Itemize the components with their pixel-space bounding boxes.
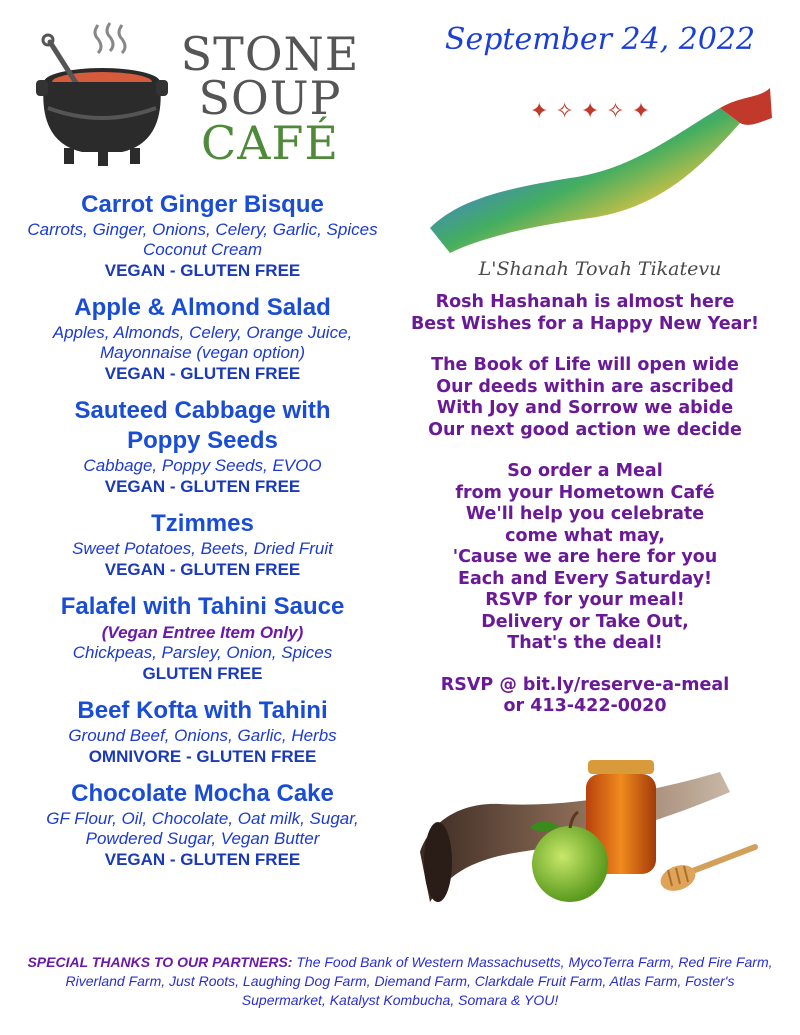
logo-line-1: STONE [180,27,360,81]
dish-tag: VEGAN - GLUTEN FREE [104,850,301,869]
dish-name: Chocolate Mocha Cake [71,780,334,807]
partners-footer [25,953,775,1010]
dish-tag: GLUTEN FREE [142,664,263,683]
shofar-banner-image [420,78,780,283]
dish-name: Beef Kofta with Tahini [77,697,328,724]
dish-tag: VEGAN - GLUTEN FREE [104,364,301,383]
message-line: come what may, [505,525,665,546]
rsvp-link-line[interactable]: RSVP @ bit.ly/reserve-a-meal [440,674,730,695]
menu-item [10,779,395,871]
menu-item [10,190,395,282]
holiday-message [375,292,795,718]
dish-note: (Vegan Entree Item Only) [101,623,304,642]
dish-description: Cabbage, Poppy Seeds, EVOO [83,456,322,475]
dish-description: Apples, Almonds, Celery, Orange Juice, Mayonnaise (vegan option) [52,323,353,362]
message-line: 'Cause we are here for you [452,547,718,567]
logo-line-3: CAFÉ [201,116,339,170]
cafe-logo-text [170,27,370,170]
soup-pot-logo-icon [30,20,170,170]
message-line: Each and Every Saturday! [458,568,712,589]
rsvp-phone-line: or 413-422-0020 [503,696,667,716]
menu-item [10,509,395,581]
logo-line-2: SOUP [198,71,342,125]
hebrew-letters-decoration: ✦ ✧ ✦ ✧ ✦ [530,99,651,124]
dish-tag: VEGAN - GLUTEN FREE [104,477,301,496]
message-line: Delivery or Take Out, [481,611,689,632]
dish-name: Carrot Ginger Bisque [81,191,324,218]
message-line: Best Wishes for a Happy New Year! [410,313,760,334]
banner-caption: L'Shanah Tovah Tikatevu [478,258,722,280]
message-line: Our next good action we decide [428,419,742,440]
dish-description: Chickpeas, Parsley, Onion, Spices [72,643,333,662]
dish-name: Apple & Almond Salad [74,294,331,321]
dish-tag: VEGAN - GLUTEN FREE [104,560,301,579]
dish-description: GF Flour, Oil, Chocolate, Oat milk, Sugar, Powdered Sugar, Vegan Butter [46,809,359,848]
message-line: RSVP for your meal! [485,590,685,610]
partners-label: SPECIAL THANKS TO OUR PARTNERS: [27,954,293,970]
message-line: Our deeds within are ascribed [436,376,734,397]
dish-name: Tzimmes [151,510,254,537]
menu-item [10,396,395,498]
message-line: So order a Meal [507,461,663,481]
dish-tag: OMNIVORE - GLUTEN FREE [88,747,317,766]
partners-list: The Food Bank of Western Massachusetts, MycoTerra Farm, Red Fire Farm, Riverland Farm, Just Roots, Laughing Dog Farm, Diemand Farm, Clarkdale Fruit Farm, Atlas Farm, Foster's Supermarket, Katalyst Kombucha, Somara & YOU! [65,954,773,1008]
message-line: from your Hometown Café [455,482,715,503]
menu-item [10,696,395,768]
menu-item [10,293,395,385]
dish-name: Sauteed Cabbage with Poppy Seeds [74,397,331,454]
menu-item [10,592,395,685]
dish-tag: VEGAN - GLUTEN FREE [104,261,301,280]
dish-description: Carrots, Ginger, Onions, Celery, Garlic, Spices Coconut Cream [27,220,378,259]
message-line: With Joy and Sorrow we abide [436,398,734,418]
menu-list [10,190,395,882]
message-line: Rosh Hashanah is almost here [435,292,735,312]
dish-name: Falafel with Tahini Sauce [60,593,345,620]
dish-description: Sweet Potatoes, Beets, Dried Fruit [72,539,333,558]
message-line: That's the deal! [507,633,663,653]
event-date: September 24, 2022 [444,22,756,57]
message-line: We'll help you celebrate [465,504,705,524]
shofar-apple-honey-image [420,752,790,932]
message-line: The Book of Life will open wide [431,355,739,375]
dish-description: Ground Beef, Onions, Garlic, Herbs [68,726,337,745]
